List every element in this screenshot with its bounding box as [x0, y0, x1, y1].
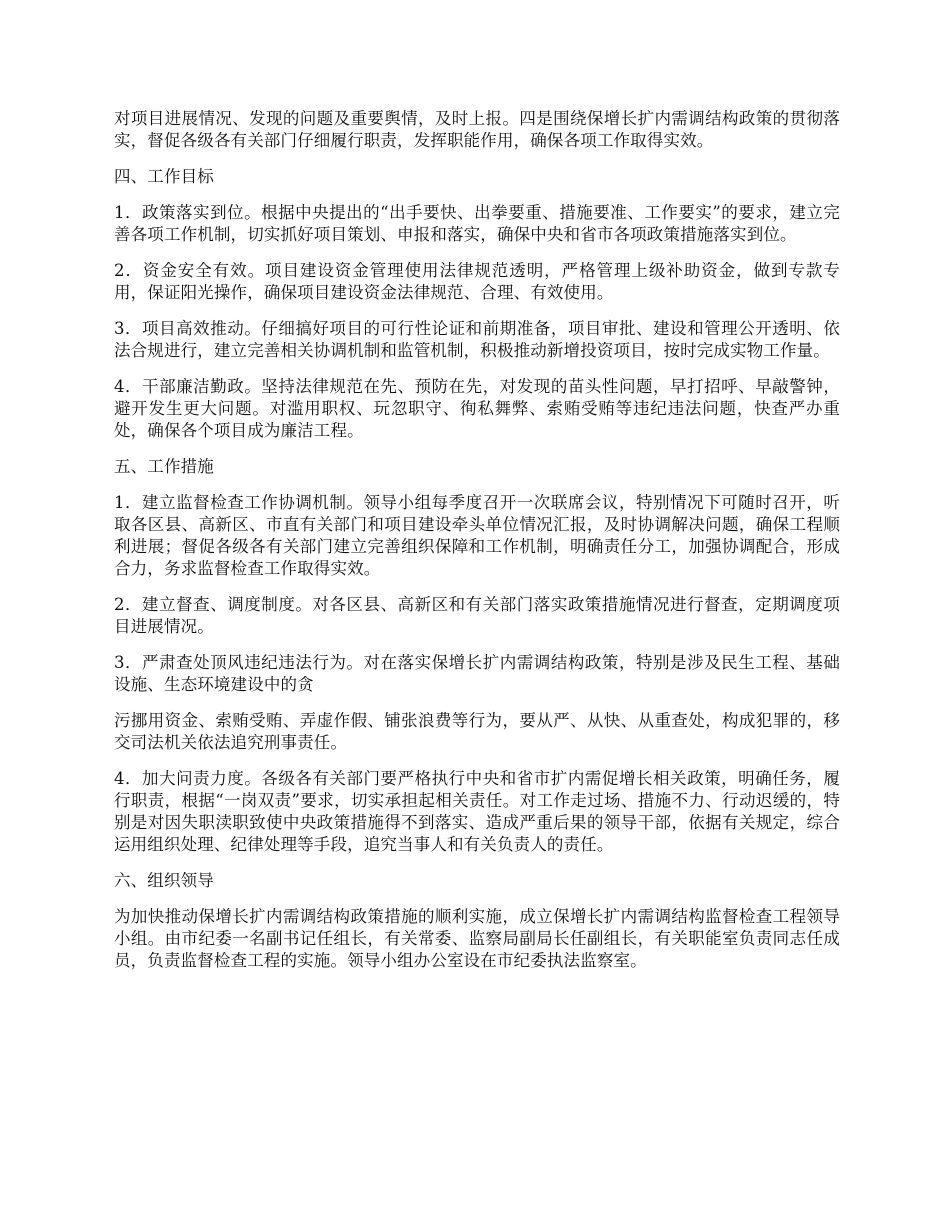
goal-4-clean-government: 4．干部廉洁勤政。坚持法律规范在先、预防在先，对发现的苗头性问题，早打招呼、早敲警钟，避开发生更大问题。对滥用职权、玩忽职守、徇私舞弊、索贿受贿等违纪违法问题，快查严办重处，确保各个项目成为廉洁工程。 [114, 377, 840, 440]
measure-3-violation-investigation: 3．严肃查处顶风违纪违法行为。对在落实保增长扩内需调结构政策，特别是涉及民生工程、基础设施、生态环境建设中的贪 [114, 653, 840, 694]
section-heading-work-goals: 四、工作目标 [114, 167, 214, 186]
measure-2-supervision-system: 2．建立督查、调度制度。对各区县、高新区和有关部门落实政策措施情况进行督查，定期调度项目进展情况。 [114, 595, 840, 636]
document-body [114, 108, 840, 972]
paragraph-intro-continued: 对项目进展情况、发现的问题及重要舆情，及时上报。四是围绕保增长扩内需调结构政策的贯彻落实，督促各级各有关部门仔细履行职责，发挥职能作用，确保各项工作取得实效。 [114, 109, 840, 150]
measure-3-continued: 污挪用资金、索贿受贿、弄虚作假、铺张浪费等行为，要从严、从快、从重查处，构成犯罪的，移交司法机关依法追究刑事责任。 [114, 711, 840, 752]
measure-1-coordination-mechanism: 1．建立监督检查工作协调机制。领导小组每季度召开一次联席会议，特别情况下可随时召开，听取各区县、高新区、市直有关部门和项目建设牵头单位情况汇报，及时协调解决问题，确保工程顺利进展；督促各级各有关部门建立完善组织保障和工作机制，明确责任分工，加强协调配合，形成合力，务求监督检查工作取得实效。 [114, 493, 840, 578]
measure-4-accountability: 4．加大问责力度。各级各有关部门要严格执行中央和省市扩内需促增长相关政策，明确任务，履行职责，根据“一岗双责”要求，切实承担起相关责任。对工作走过场、措施不力、行动迟缓的，特别是对因失职渎职致使中央政策措施得不到落实、造成严重后果的领导干部，依据有关规定，综合运用组织处理、纪律处理等手段，追究当事人和有关负责人的责任。 [114, 769, 840, 854]
section-heading-leadership: 六、组织领导 [114, 871, 214, 890]
section-heading-work-measures: 五、工作措施 [114, 457, 214, 476]
goal-1-policy-implementation: 1．政策落实到位。根据中央提出的“出手要快、出拳要重、措施要准、工作要实”的要求，建立完善各项工作机制，切实抓好项目策划、申报和落实，确保中央和省市各项政策措施落实到位。 [114, 203, 840, 244]
goal-2-fund-safety: 2．资金安全有效。项目建设资金管理使用法律规范透明，严格管理上级补助资金，做到专款专用，保证阳光操作，确保项目建设资金法律规范、合理、有效使用。 [114, 261, 840, 302]
leadership-paragraph: 为加快推动保增长扩内需调结构政策措施的顺利实施，成立保增长扩内需调结构监督检查工程领导小组。由市纪委一名副书记任组长，有关常委、监察局副局长任副组长，有关职能室负责同志任成员，负责监督检查工程的实施。领导小组办公室设在市纪委执法监察室。 [114, 907, 840, 970]
goal-3-project-promotion: 3．项目高效推动。仔细搞好项目的可行性论证和前期准备，项目审批、建设和管理公开透明、依法合规进行，建立完善相关协调机制和监管机制，积极推动新增投资项目，按时完成实物工作量。 [114, 319, 840, 360]
